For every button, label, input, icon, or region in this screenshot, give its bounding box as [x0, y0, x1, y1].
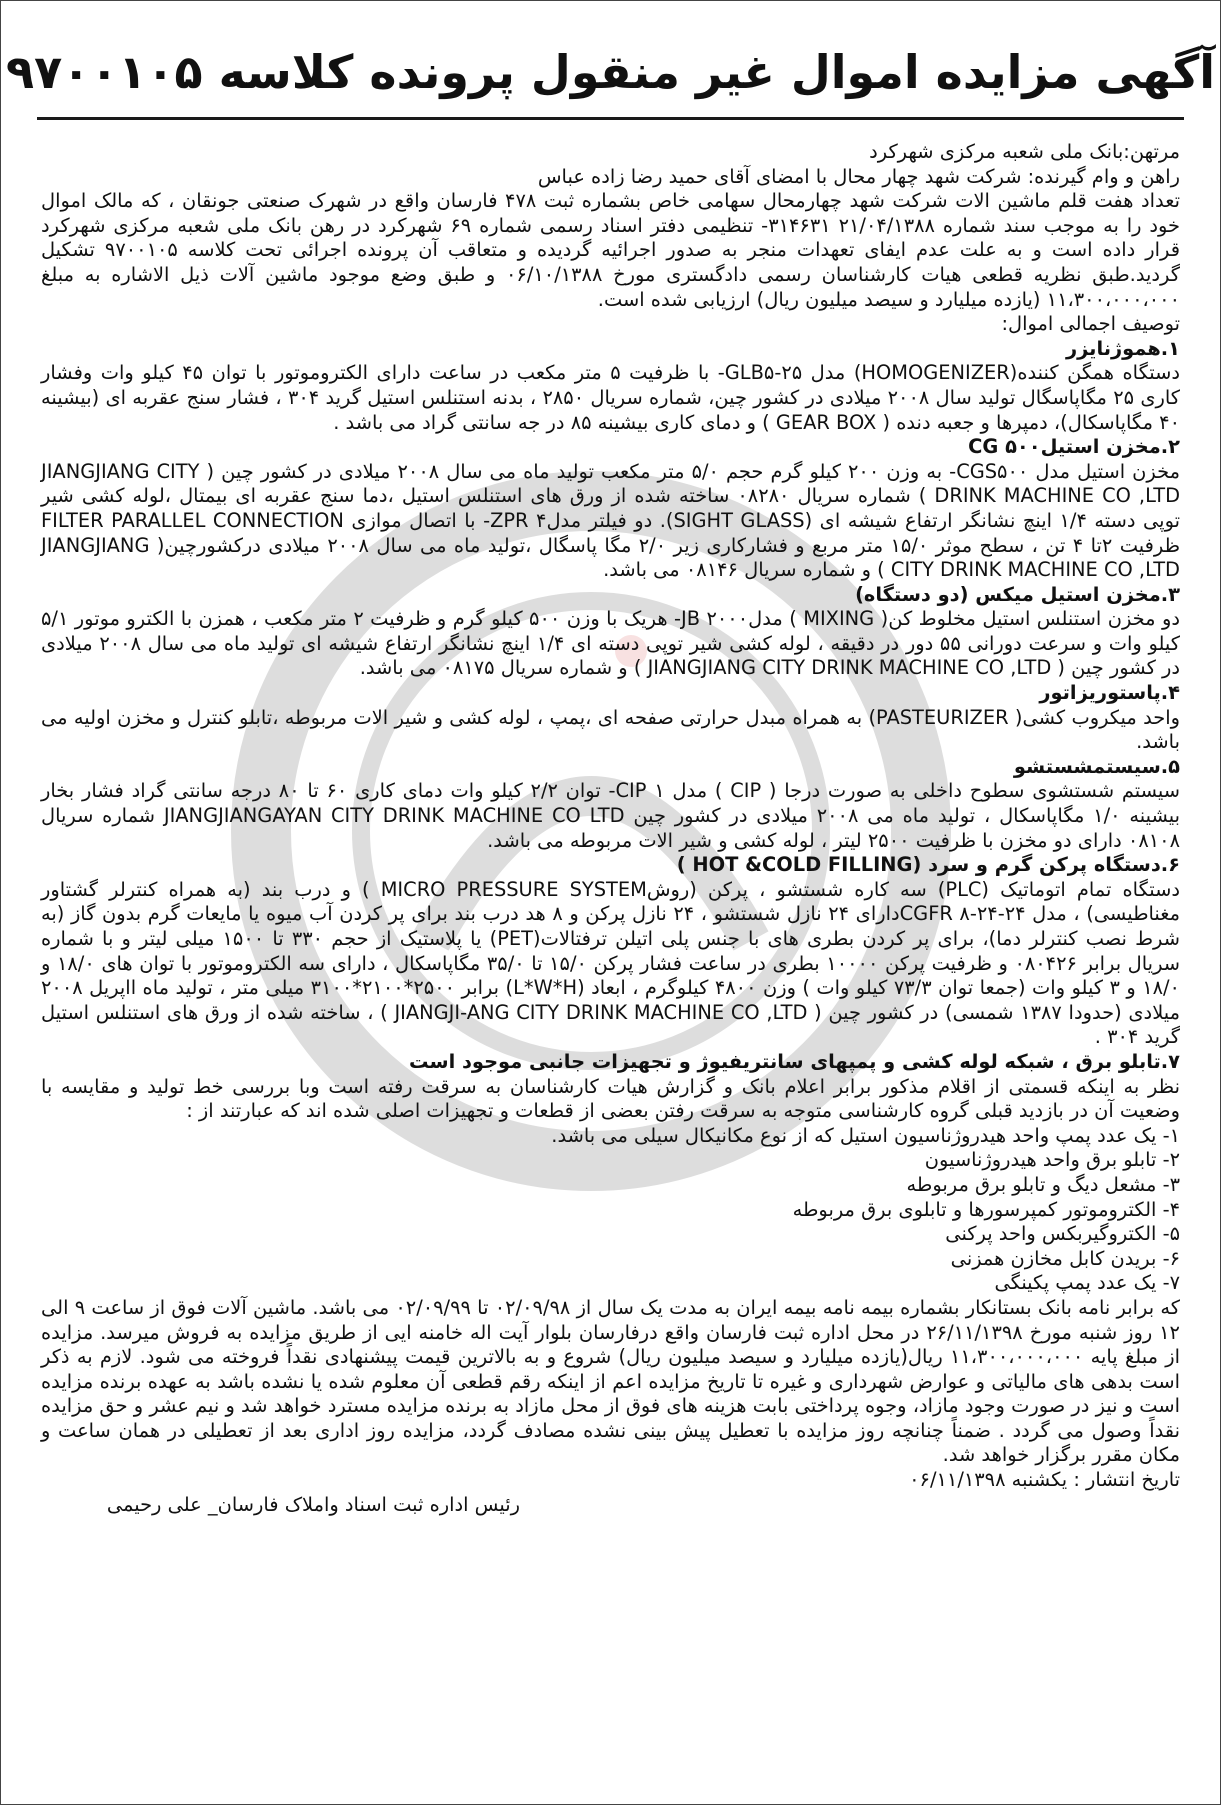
list-item: ۵- الکتروگیربکس واحد پرکنی [945, 1222, 1180, 1246]
mortgagee-line: مرتهن:بانک ملی شعبه مرکزی شهرکرد [869, 140, 1180, 163]
list-item: ۶- بریدن کابل مخازن همزنی [950, 1246, 1180, 1270]
assets-heading: توصیف اجمالی اموال: [1001, 312, 1180, 336]
item-heading: ۳.مخزن استیل میکس (دو دستگاه) [855, 582, 1180, 606]
item-heading: ۴.پاستوریزاتور [1039, 681, 1180, 705]
item-heading: ۵.سیستمشستشو [1013, 754, 1180, 778]
notice-body [1, 140, 1220, 1517]
item-description: سیستم شستشوی سطوح داخلی به صورت درجا ( CIP ) مدل ۱ CIP- توان ۲/۲ کیلو وات دمای کاری ۶۰ تا ۸۰ درجه سانتی گراد فشار بخار بیشینه ۱/۰ مگاپاسکال ، تولید ماه می ۲۰۰۸ میلادی در کشور چین JIANGJIANGAYAN CITY DRINK MACHINE CO LTD شماره سریال ۰۸۱۰۸ دارای دو مخزن با ظرفیت ۲۵۰۰ لیتر ، لوله کشی و شیر الات مربوطه می باشد. [41, 779, 1181, 852]
item-heading: ۱.هموژنایزر [1065, 336, 1180, 360]
publish-date: تاریخ انتشار : یکشنبه ۰۶/۱۱/۱۳۹۸ [909, 1468, 1180, 1492]
list-item: ۲- تابلو برق واحد هیدروژناسیون [924, 1148, 1180, 1172]
list-item: ۴- الکتروموتور کمپرسورها و تابلوی برق مربوطه [792, 1197, 1180, 1221]
title-divider [37, 117, 1184, 120]
mortgagor-line: راهن و وام گیرنده: شرکت شهد چهار محال با امضای آقای حمید رضا زاده عباس [537, 164, 1180, 188]
item-description: واحد میکروب کشی( PASTEURIZER) به همراه مبدل حرارتی صفحه ای ،پمپ ، لوله کشی و شیر الات مربوطه ،تابلو کنترل و مخزن اولیه می باشد. [41, 705, 1180, 754]
signature-line: رئیس اداره ثبت اسناد واملاک فارسان_ علی رحیمی [106, 1492, 520, 1516]
intro-paragraph: تعداد هفت قلم ماشین الات شرکت شهد چهارمحال سهامی خاص بشماره ثبت ۴۷۸ فارسان واقع در شهرک صنعتی جونقان ، که مالک اموال خود را به موجب سند شماره ۲۱/۰۴/۱۳۸۸ ۳۱۴۶۳۱- تنظیمی دفتر اسناد رسمی شماره ۶۹ شهرکرد در رهن بانک ملی شعبه مرکزی شهرکرد قرار داده است و به علت عدم ایفای تعهدات منجر به صدور اجرائیه گردیده و متعاقب آن پرونده اجرائی تحت کلاسه ۹۷۰۰۱۰۵ تشکیل گردید.طبق نظریه قطعی هیات کارشناسان رسمی دادگستری مورخ ۰۶/۱۰/۱۳۸۸ و طبق وضع موجود ماشین آلات ذیل الاشاره به مبلغ ۱۱،۳۰۰،۰۰۰،۰۰۰ (یازده میلیارد و سیصد میلیون ریال) ارزیابی شده است. [41, 189, 1181, 311]
list-item: ۳- مشعل دیگ و تابلو برق مربوطه [906, 1172, 1180, 1196]
item-heading: ۲.مخزن استیل۵۰۰ CG [968, 435, 1180, 459]
item-description: نظر به اینکه قسمتی از اقلام مذکور برابر اعلام بانک و گزارش هیات کارشناسان به سرقت رفته است وبا بررسی خط تولید و مقایسه با وضعیت آن در بازدید قبلی گروه کارشناسی متوجه به سرقت رفتن بعضی از قطعات و تجهیزات اصلی شده اند که عبارتند از : [41, 1074, 1180, 1123]
item-heading: ۷.تابلو برق ، شبکه لوله کشی و پمپهای سانتریفیوژ و تجهیزات جانبی موجود است [408, 1049, 1180, 1073]
item-description: دو مخزن استنلس استیل مخلوط کن( MIXING ) مدل۲۰۰۰ JB- هریک با وزن ۵۰۰ کیلو گرم و ظرفیت ۲ متر مکعب ، همزن با الکترو موتور ۵/۱ کیلو وات و سرعت دورانی ۵۵ دور در دقیقه ، لوله کشی شیر توپی دسته ای ۱/۴ اینچ نشانگر ارتفاع شیشه ای تولید ماه می سال ۲۰۰۸ میلادی در کشور چین ( JIANGJIANG CITY DRINK MACHINE CO ,LTD ) و شماره سریال ۰۸۱۷۵ می باشد. [41, 607, 1180, 680]
item-description: مخزن استیل مدل CGS۵۰۰- به وزن ۲۰۰ کیلو گرم حجم ۵/۰ متر مکعب تولید ماه می سال ۲۰۰۸ میلادی در کشور چین ( JIANGJIANG CITY DRINK MACHINE CO ,LTD ) شماره سریال ۰۸۲۸۰ ساخته شده از ورق های استنلس استیل ،دما سنج عقربه ای بیمتال ،لوله کشی شیر توپی دسته ۱/۴ اینچ نشانگر ارتفاع شیشه ای (SIGHT GLASS). دو فیلتر مدل۴ ZPR- با اتصال موازی FILTER PARALLEL CONNECTION ظرفیت ۲تا ۴ تن ، سطح موثر ۱۵/۰ متر مربع و فشارکاری زیر ۲/۰ مگا پاسگال ،تولید ماه می سال ۲۰۰۸ میلادی درکشورچین( JIANGJIANG CITY DRINK MACHINE CO ,LTD ) و شماره سریال ۰۸۱۴۶ می باشد. [41, 459, 1181, 582]
stolen-parts-list [41, 1124, 1180, 1296]
page-title: آگهی مزایده اموال غیر منقول پرونده کلاسه ۹۷۰۰۱۰۵ [6, 45, 1215, 99]
item-heading: ۶.دستگاه پرکن گرم و سرد (HOT &COLD FILLING ) [676, 853, 1180, 877]
list-item: ۱- یک عدد پمپ واحد هیدروژناسیون استیل که از نوع مکانیکال سیلی می باشد. [551, 1123, 1180, 1147]
item-description: دستگاه همگن کننده(HOMOGENIZER) مدل GLB۵-۲۵- با ظرفیت ۵ متر مکعب در ساعت دارای الکتروموتور با توان ۴۵ کیلو وات وفشار کاری ۲۵ مگاپاسگال تولید سال ۲۰۰۸ میلادی در کشور چین، شماره سریال ۲۸۵۰ ، بدنه استنلس استیل گرید ۳۰۴ ، فشار سنج عقربه ای (بیشینه ۴۰ مگاپاسکال)، دمپرها و جعبه دنده ( GEAR BOX ) و دمای کاری بیشینه ۸۵ در جه سانتی گراد می باشد . [41, 361, 1181, 434]
closing-paragraph: که برابر نامه بانک بستانکار بشماره بیمه نامه بیمه ایران به مدت یک سال از ۰۲/۰۹/۹۸ تا ۰۲/۰۹/۹۹ می باشد. ماشین آلات فوق از ساعت ۹ الی ۱۲ روز شنبه مورخ ۲۶/۱۱/۱۳۹۸ در محل اداره ثبت فارسان واقع درفارسان بلوار آیت اله خامنه ایی از طریق مزایده به فروش میرسد. مزایده از مبلغ پایه ۱۱،۳۰۰،۰۰۰،۰۰۰ ریال(یازده میلیارد و سیصد میلیون ریال) شروع و به بالاترین قیمت پیشنهادی نقداً فروخته می شود. لازم به ذکر است بدهی های مالیاتی و عوارض شهرداری و غیره تا تاریخ مزایده اعم از اینکه رقم قطعی آن معلوم شده یا نشده باشد به عهده برنده مزایده است و نیز در صورت وجود مازاد، وجوه پرداختی بابت هزینه های فوق از محل مازاد به برنده مزایده مسترد خواهد شد و نیم عشر و حق مزایده نقداً وصول می گردد . ضمناً چنانچه روز مزایده با تعطیل پیش بینی نشده مصادف گردد، مزایده روز اداری بعد از تعطیلی در همان ساعت و مکان مقرر برگزار خواهد شد. [41, 1295, 1180, 1467]
list-item: ۷- یک عدد پمپ پکینگی [994, 1271, 1180, 1295]
item-description: دستگاه تمام اتوماتیک (PLC) سه کاره شستشو ، پرکن (روشMICRO PRESSURE SYSTEM ) و درب بند (به همراه کنترلر گشتاور مغناطیسی) ، مدل ۲۴-۲۴-۸ CGFRدارای ۲۴ نازل شستشو ، ۲۴ نازل پرکن و ۸ هد درب بند برای پر کردن آب میوه یا مایعات گرم بدون گاز (به شرط نصب کنترلر دما)، برای پر کردن بطری های با جنس پلی اتیلن ترفتالات(PET) یا پلاستیک از حجم ۳۳۰ تا ۱۵۰۰ میلی لیتر و با شماره سریال برابر ۰۸۰۴۲۶ و ظرفیت پرکن ۱۰۰۰۰ بطری در ساعت فشار پرکن ۱۵/۰ تا ۳۵/۰ مگاپاسکال ، دارای سه الکتروموتور با توان های ۱۸/۰ و ۱۸/۰ و ۳ کیلو وات (جمعا توان ۷۳/۳ کیلو وات ) وزن ۴۸۰۰ کیلوگرم ، ابعاد (L*W*H) برابر ۲۵۰۰*۲۱۰۰*۳۱۰۰ میلی متر ، تولید ماه ااپریل ۲۰۰۸ میلادی (حدودا ۱۳۸۷ شمسی) در کشور چین ( JIANGJI-ANG CITY DRINK MACHINE CO ,LTD ) ، ساخته شده از ورق های استنلس استیل گرید ۳۰۴ . [41, 877, 1181, 1049]
